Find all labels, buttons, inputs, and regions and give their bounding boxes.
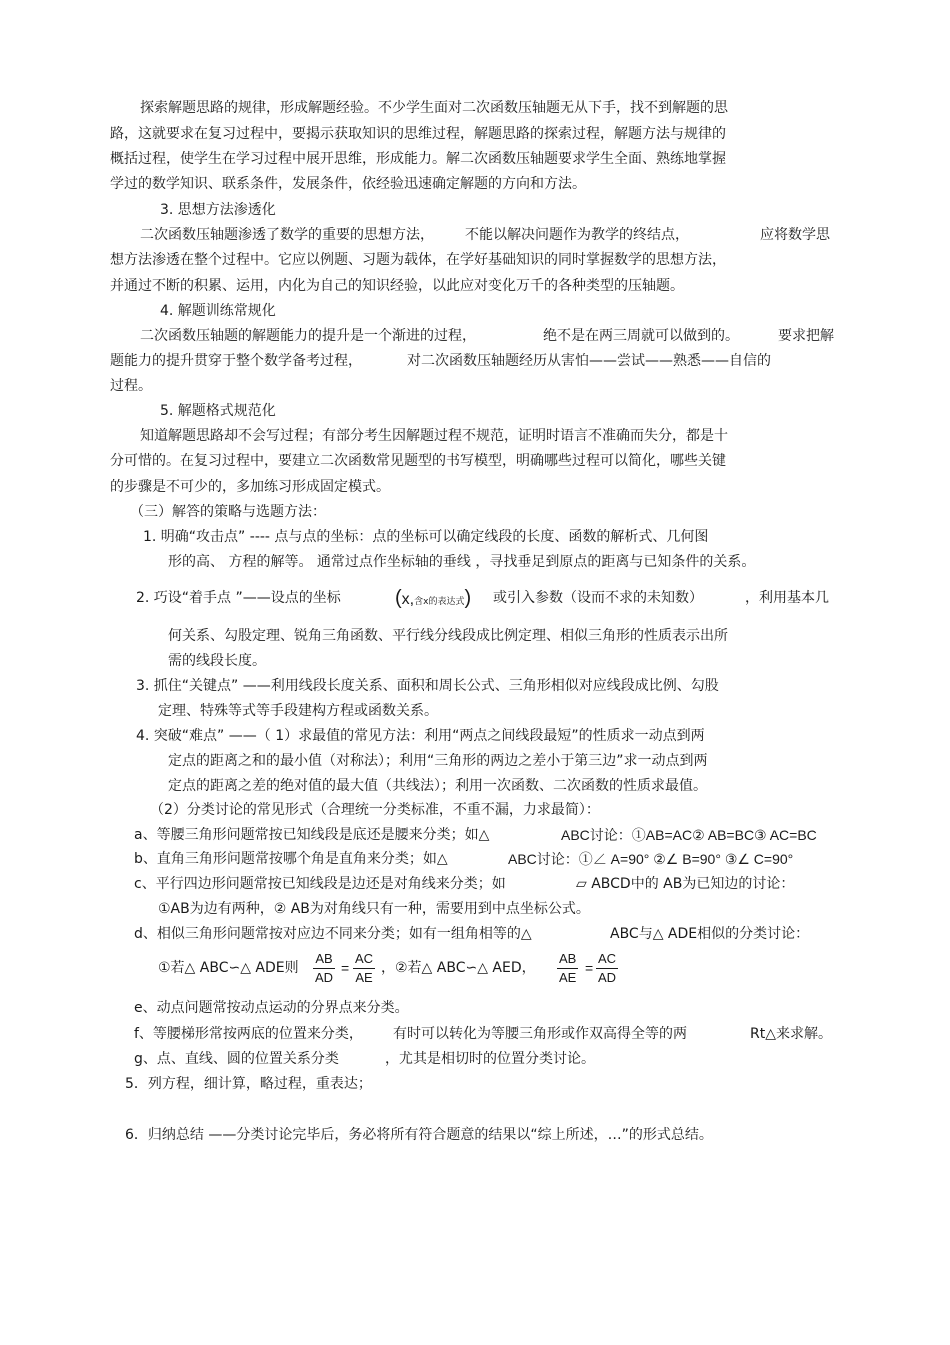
fraction-numerator: AC (596, 950, 618, 969)
coordinate-expression (395, 585, 471, 611)
case-f-end: Rt△来求解。 (750, 1026, 832, 1042)
strategy-item4-line4: （2）分类讨论的常见形式（合理统一分类标准，不重不漏，力求最简）： (150, 802, 600, 818)
fraction-ab-over-ae (557, 950, 578, 987)
strategy-item3-line2: 定理、特殊等式等手段建构方程或函数关系。 (158, 703, 438, 719)
strategy-item2-line2: 何关系、勾股定理、锐角三角函数、平行线分线段成比例定理、相似三角形的性质表示出所 (168, 628, 728, 644)
section4-line2a: 题能力的提升贯穿于整个数学备考过程， (110, 353, 362, 369)
section3-title: 3. 思想方法渗透化 (160, 202, 276, 218)
case-c-detail: ①AB为边有两种，② AB为对角线只有一种，需要用到中点坐标公式。 (158, 901, 590, 917)
strategy-item4-line3: 定点的距离之差的绝对值的最大值（共线法）；利用一次函数、二次函数的性质求最值。 (168, 778, 707, 794)
case-c-discussion: ▱ ABCD中的 AB为已知边的讨论： (576, 876, 795, 892)
section3-line1a: 二次函数压轴题渗透了数学的重要的思想方法， (140, 227, 434, 243)
strategy-item6: 6．归纳总结 ——分类讨论完毕后，务必将所有符合题意的结果以“综上所述，…”的形式总结。 (125, 1127, 713, 1143)
para1-line3: 概括过程，使学生在学习过程中展开思维，形成能力。解二次函数压轴题要求学生全面、熟练地掌握 (110, 151, 726, 167)
section3-line3: 并通过不断的积累、运用，内化为自己的知识经验，以此应对变化万千的各种类型的压轴题。 (110, 278, 684, 294)
section4-line1a: 二次函数压轴题的解题能力的提升是一个渐进的过程， (140, 328, 476, 344)
fraction-numerator: AB (557, 950, 578, 969)
fraction-denominator: AE (559, 970, 577, 985)
section5-line3: 的步骤是不可少的，多加练习形成固定模式。 (110, 479, 390, 495)
case-a-discussion: ABC讨论：①AB=AC② AB=BC③ AC=BC (561, 827, 817, 843)
strategy-item1-line1: 1. 明确“攻击点” ---- 点与点的坐标：点的坐标可以确定线段的长度、函数的解析式、几何图 (143, 529, 709, 545)
case-f-text: f、等腰梯形常按两底的位置来分类， (134, 1026, 363, 1042)
equals-sign: = (341, 960, 350, 976)
section4-line1c: 要求把解 (778, 328, 834, 344)
fraction-numerator: AB (313, 950, 334, 969)
strategy-item4-line1: 4. 突破“难点” ——（ 1）求最值的常见方法：利用“两点之间线段最短”的性质求一动点到两 (136, 728, 705, 744)
fraction-ac-over-ad (596, 950, 618, 987)
case-b-discussion: ABC讨论：①∠ A=90° ②∠ B=90° ③∠ C=90° (508, 851, 794, 867)
strategy-heading: （三）解答的策略与选题方法： (130, 504, 326, 520)
strategy-item2-line1: 2. 巧设“着手点 ”——设点的坐标 (136, 590, 341, 606)
fraction-denominator: AD (598, 970, 617, 985)
equals-sign: = (585, 960, 594, 976)
fraction-ac-over-ae (353, 950, 375, 987)
section3-line1c: 应将数学思 (760, 227, 830, 243)
case-b-text: b、直角三角形问题常按哪个角是直角来分类；如△ (134, 851, 448, 867)
case-g-text: g、点、直线、圆的位置关系分类 (134, 1051, 339, 1067)
para1-line1: 探索解题思路的规律，形成解题经验。不少学生面对二次函数压轴题无从下手，找不到解题的思 (140, 100, 728, 116)
section4-line2b: 对二次函数压轴题经历从害怕——尝试——熟悉——自信的 (407, 353, 771, 369)
strategy-item4-line2: 定点的距离之和的最小值（对称法）；利用“三角形的两边之差小于第三边”求一动点到两 (168, 753, 708, 769)
case-d-condition2: ，②若△ ABC∽△ AED， (381, 960, 536, 976)
case-d-discussion: ABC与△ ADE相似的分类讨论： (610, 926, 810, 942)
strategy-item1-line2: 形的高、 方程的解等。 通常过点作坐标轴的垂线 ，寻找垂足到原点的距离与已知条件的关系。 (168, 554, 756, 570)
para1-line2: 路，这就要求在复习过程中，要揭示获取知识的思维过程，解题思路的探索过程，解题方法与规律的 (110, 126, 726, 142)
section3-line2: 想方法渗透在整个过程中。它应以例题、习题为载体，在学好基础知识的同时掌握数学的思想方法， (110, 252, 726, 268)
coordinate-x: x, (401, 591, 415, 608)
strategy-item2-line1c: ，利用基本几 (745, 590, 829, 606)
para1-line4: 学过的数学知识、联系条件，发展条件，依经验迅速确定解题的方向和方法。 (110, 176, 586, 192)
paren-open: ( (395, 587, 402, 609)
case-a-text: a、等腰三角形问题常按已知线段是底还是腰来分类；如△ (134, 827, 490, 843)
case-d-text: d、相似三角形问题常按对应边不同来分类；如有一组角相等的△ (134, 926, 532, 942)
fraction-denominator: AE (355, 970, 373, 985)
fraction-numerator: AC (353, 950, 375, 969)
paren-close: ) (464, 587, 472, 609)
section4-title: 4. 解题训练常规化 (160, 303, 276, 319)
section5-title: 5. 解题格式规范化 (160, 403, 276, 419)
case-e-text: e、动点问题常按动点运动的分界点来分类。 (134, 1000, 409, 1016)
case-f-detail: 有时可以转化为等腰三角形或作双高得全等的两 (393, 1026, 687, 1042)
case-d-condition1: ①若△ ABC∽△ ADE则 (158, 960, 299, 976)
strategy-item2-line1b: 或引入参数（设而不求的未知数） (493, 590, 703, 606)
case-g-detail: ，尤其是相切时的位置分类讨论。 (385, 1051, 595, 1067)
case-c-text: c、平行四边形问题常按已知线段是边还是对角线来分类；如 (134, 876, 506, 892)
coordinate-expression-note: 含x的表达式 (414, 597, 465, 607)
section5-line2: 分可惜的。在复习过程中，要建立二次函数常见题型的书写模型，明确哪些过程可以简化，哪些关键 (110, 453, 726, 469)
strategy-item3-line1: 3. 抓住“关键点” ——利用线段长度关系、面积和周长公式、三角形相似对应线段成比例、勾股 (136, 678, 719, 694)
section3-line1b: 不能以解决问题作为教学的终结点， (465, 227, 689, 243)
section5-line1: 知道解题思路却不会写过程；有部分考生因解题过程不规范，证明时语言不准确而失分，都是十 (140, 428, 728, 444)
fraction-denominator: AD (315, 970, 334, 985)
section4-line3: 过程。 (110, 378, 152, 394)
strategy-item5: 5．列方程，细计算，略过程，重表达； (125, 1076, 372, 1092)
section4-line1b: 绝不是在两三周就可以做到的。 (543, 328, 739, 344)
fraction-ab-over-ad (313, 950, 335, 987)
strategy-item2-line3: 需的线段长度。 (168, 653, 266, 669)
